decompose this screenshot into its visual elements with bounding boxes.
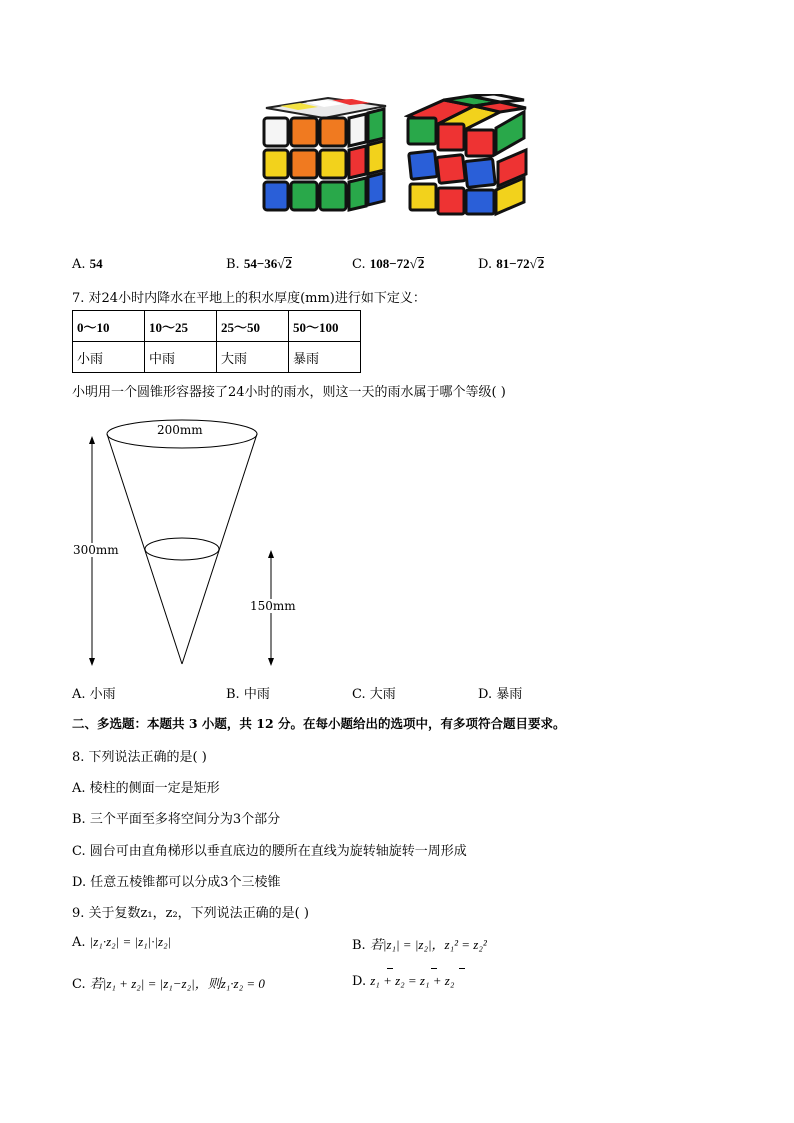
q8-option-b: B. 三个平面至多将空间分为3个部分 <box>72 812 281 827</box>
table-cell: 50～100 <box>289 311 361 342</box>
rubiks-cube-solved-image <box>258 96 390 221</box>
option-value: 54 <box>89 256 103 271</box>
option-formula: |z₁·z₂| = |z₁|·|z₂| <box>89 934 172 949</box>
q9-option-a <box>72 934 171 950</box>
cone-top-diameter-label: 200mm <box>157 423 203 437</box>
table-cell: 中雨 <box>145 342 217 373</box>
option-letter: C. <box>352 257 366 272</box>
option-letter: B. <box>226 257 240 272</box>
option-formula: 若|z₁ + z₂| = |z₁−z₂|，则z₁·z₂ = 0 <box>89 976 265 991</box>
q8-option-d: D. 任意五棱锥都可以分成3个三棱锥 <box>72 875 281 890</box>
q6-option-d: D. 81−72√2 <box>478 256 545 272</box>
option-letter: D. <box>478 687 493 702</box>
option-letter: B. <box>352 938 366 953</box>
option-text: 小雨 <box>89 687 116 702</box>
table-cell: 小雨 <box>73 342 145 373</box>
sqrt-radicand: 2 <box>417 256 425 271</box>
q9-option-c <box>72 973 265 992</box>
option-letter: B. <box>226 687 240 702</box>
option-letter: D. <box>478 257 493 272</box>
table-cell: 25～50 <box>217 311 289 342</box>
table-cell: 暴雨 <box>289 342 361 373</box>
option-letter: C. <box>72 977 86 992</box>
option-letter: C. <box>352 687 366 702</box>
option-text: 大雨 <box>369 687 396 702</box>
option-value: 81−72 <box>496 256 530 271</box>
q8-stem: 8. 下列说法正确的是( ) <box>72 750 207 765</box>
conjugate-bar <box>431 968 437 969</box>
conjugate-bar <box>387 968 393 969</box>
q9-stem: 9. 关于复数z₁，z₂，下列说法正确的是( ) <box>72 906 309 921</box>
q8-option-a: A. 棱柱的侧面一定是矩形 <box>72 781 220 796</box>
option-text: 中雨 <box>243 687 270 702</box>
option-letter: D. <box>352 974 367 989</box>
option-value: 108−72 <box>369 256 410 271</box>
section-heading: 二、多选题：本题共 3 小题，共 12 分。在每小题给出的选项中，有多项符合题目要求。 <box>72 716 566 731</box>
q7-option-d <box>478 683 522 702</box>
q6-option-b: B. 54−36√2 <box>226 256 292 272</box>
q7-option-a <box>72 683 116 702</box>
rainfall-table <box>72 310 361 373</box>
option-formula: 若|z₁| = |z₂|，z₁² = z₂² <box>369 937 487 952</box>
q9-option-b <box>352 934 487 953</box>
option-text: 暴雨 <box>496 687 523 702</box>
table-cell: 0～10 <box>73 311 145 342</box>
option-value: 54−36 <box>243 256 278 271</box>
q7-question: 小明用一个圆锥形容器接了24小时的雨水，则这一天的雨水属于哪个等级( ) <box>72 385 506 400</box>
option-letter: A. <box>72 257 86 272</box>
sqrt-radicand: 2 <box>537 256 545 271</box>
q7-stem: 7. 对24小时内降水在平地上的积水厚度(mm)进行如下定义： <box>72 291 426 306</box>
rubiks-cube-twisted-image <box>404 94 530 220</box>
table-row <box>73 342 361 373</box>
conjugate-bar <box>459 968 465 969</box>
water-height-label: 150mm <box>250 599 296 613</box>
q7-option-b <box>226 683 270 702</box>
option-letter: A. <box>72 687 86 702</box>
q6-option-a <box>72 256 103 272</box>
q6-option-c: C. 108−72√2 <box>352 256 425 272</box>
table-cell: 大雨 <box>217 342 289 373</box>
table-cell: 10～25 <box>145 311 217 342</box>
sqrt-radicand: 2 <box>285 256 292 271</box>
table-row <box>73 311 361 342</box>
q7-option-c <box>352 683 396 702</box>
q8-option-c: C. 圆台可由直角梯形以垂直底边的腰所在直线为旋转轴旋转一周形成 <box>72 844 467 859</box>
cone-height-label: 300mm <box>73 543 119 557</box>
option-letter: A. <box>72 935 86 950</box>
q9-option-d <box>352 973 454 989</box>
option-formula: z₁ + z₂ = z₁ + z₂ <box>370 973 455 988</box>
